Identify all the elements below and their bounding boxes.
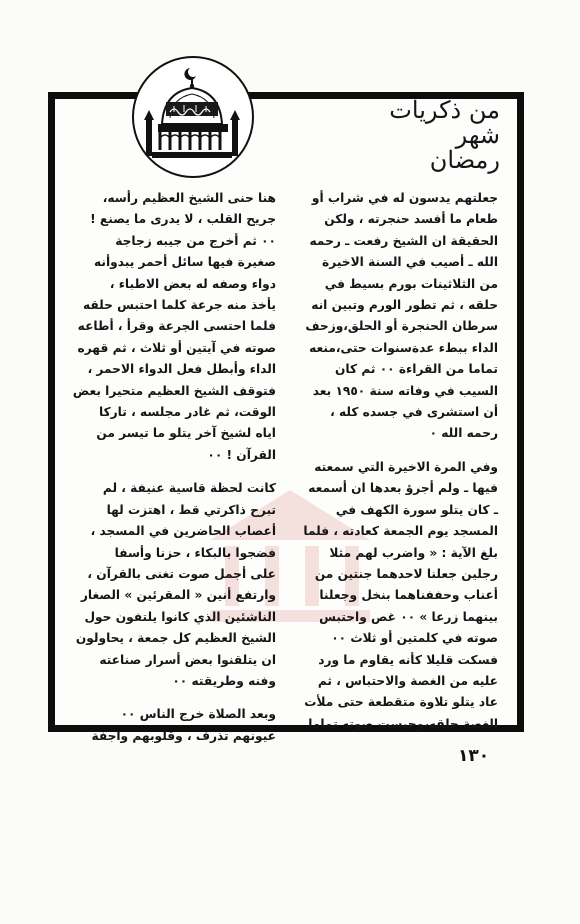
paragraph: وبعد الصلاة خرج الناس ٠٠ عيونهم تذرف ، وقلوبهم واجفة <box>91 707 276 743</box>
paragraph: وفي المرة الاخيرة التي سمعته فيها ـ ولم أجرؤ بعدها ان أسمعه ـ كان يتلو سورة الكهف في المسجد يوم الجمعة كعادته ، فلما بلغ الآية : « واضرب لهم مثلا رجلين جعلنا لاحدهما جنتين من أعناب وحففناهما بنخل وجعلنا بينهما زرعا » ٠٠ غص واحتبس صوته في كلمتين أو ثلاث ٠٠ فسكت قليلا كأنه يقاوم ما ورد عليه من الغصة والاحتباس ، ثم عاد يتلو تلاوة متقطعة حتى ملأت الغصة حلقه،وحبست صوته تماما <box>303 459 498 731</box>
header-emblem <box>132 56 254 178</box>
mosque-dome-icon <box>134 58 252 176</box>
heading-line-1: من ذكريات <box>389 96 500 124</box>
article-column-right <box>298 188 498 735</box>
heading-line-2: شهر <box>455 121 500 149</box>
article-heading <box>330 98 500 180</box>
paragraph: هنا حنى الشيخ العظيم رأسه، جريح القلب ، لا يدرى ما يصنع ! ٠٠ ثم أخرج من جيبه زجاجة صغيرة فيها سائل أحمر يبدوأنه دواء وصفه له بعض الاطباء ، يأخذ منه جرعة كلما احتبس حلقه فلما احتسى الجرعة وقرأ ، أطاعه صوته في آيتين أو ثلاث ، ثم قهره الداء وأبطل فعل الدواء الاحمر ، فتوقف الشيخ العظيم متحيرا بعض الوقت، ثم غادر مجلسه ، تاركا اياه لشيخ آخر يتلو ما تيسر من القرآن ! ٠٠ <box>72 191 276 462</box>
paragraph: جعلتهم يدسون له في شراب أو طعام ما أفسد حنجرته ، ولكن الحقيقة ان الشيخ رفعت ـ رحمه الله ـ أصيب في السنة الاخيرة من الثلاثينات بورم بسيط في حلقه ، ثم تطور الورم وتبين انه سرطان الحنجرة أو الحلق،وزحف الداء ببطء عدةسنوات حتى،منعه تماما من القراءة ٠٠ ثم كان السيب في وفاته سنة ١٩٥٠ بعد أن استشرى في جسده كله ، رحمه الله ٠ <box>305 191 498 441</box>
paragraph: كانت لحظة قاسية عنيفة ، لم تبرح ذاكرتي قط ، اهتزت لها أعصاب الحاضرين في المسجد ، فضجوا بالبكاء ، حزنا وأسفا على أجمل صوت تغنى بالقرآن ، وارتفع أنين « المقرئين » الصغار الناشئين الذي كانوا يلتفون حول الشيخ العظيم كل جمعة ، يحاولون ان يتلقنوا بعض أسرار صناعته وفنه وطريقته ٠٠ <box>75 481 276 688</box>
heading-line-3: رمضان <box>429 146 500 174</box>
article-column-left <box>66 188 276 747</box>
page-number: ١٣٠ <box>458 746 490 766</box>
